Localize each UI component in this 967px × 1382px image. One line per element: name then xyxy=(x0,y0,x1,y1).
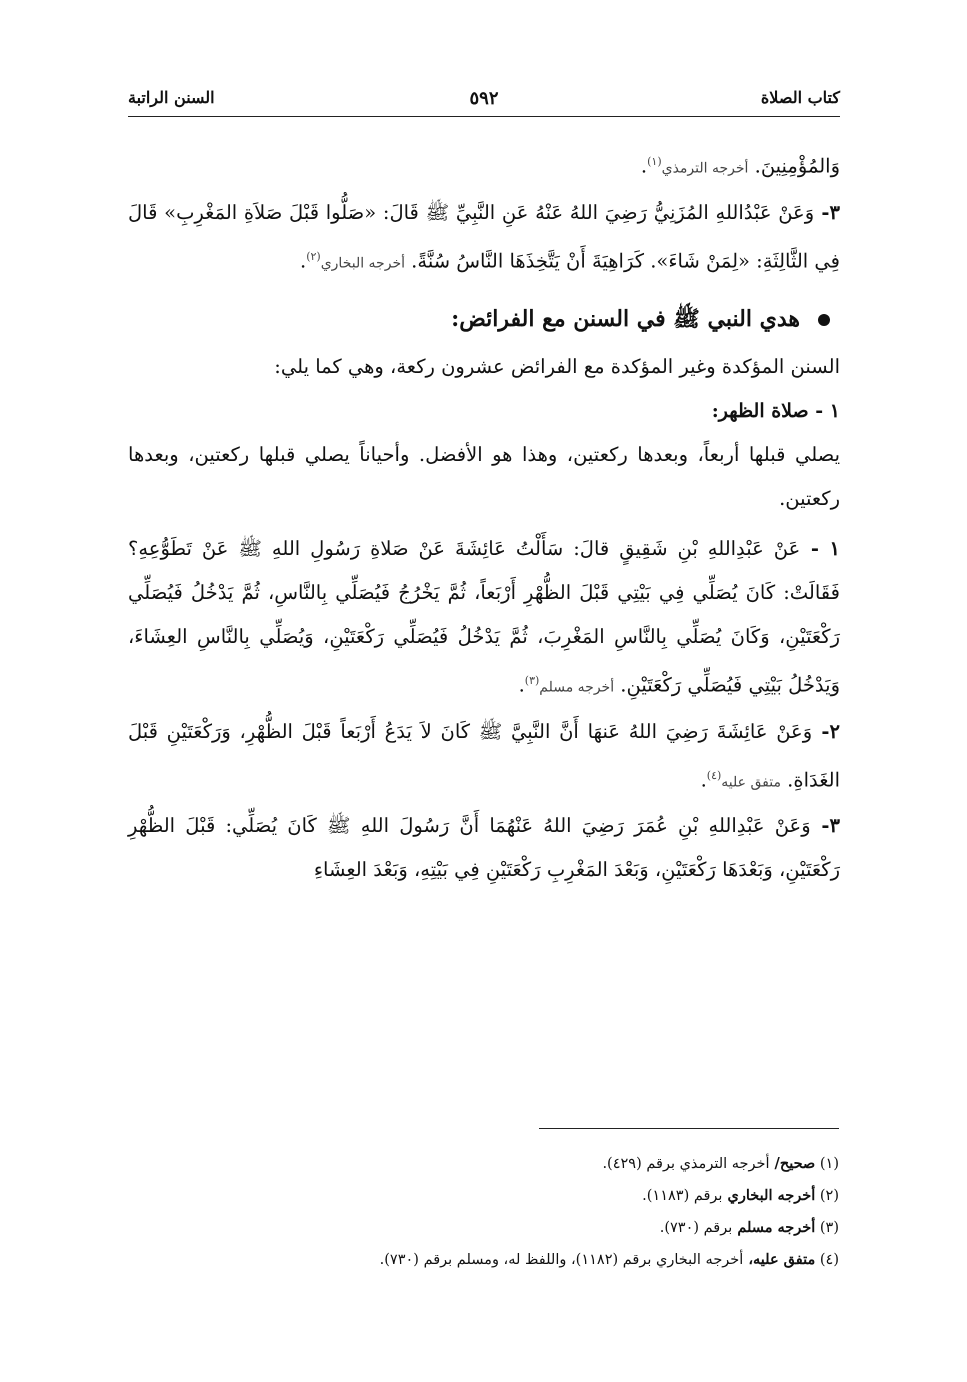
chapter-title: السنن الراتبة xyxy=(128,88,215,107)
page-body xyxy=(128,140,840,892)
item-number: ١ - xyxy=(800,537,841,560)
footnote-item: (٤) متفق عليه، أخرجه البخاري برقم (١١٨٢)، واللفظ له، ومسلم برقم (٧٣٠). xyxy=(379,1251,839,1268)
footnote-ref: (٤) xyxy=(706,768,722,782)
footnote-divider xyxy=(539,1128,839,1129)
footnote-ref: (٢) xyxy=(306,249,321,263)
sub-heading: ١ - صلاة الظهر: xyxy=(711,400,840,422)
page-number: ٥٩٢ xyxy=(469,88,499,109)
book-title: كتاب الصلاة xyxy=(760,88,840,107)
source-note: متفق عليه xyxy=(721,774,781,790)
hadith-a2: ٢- وَعَنْ عَائِشَةَ رَضِيَ اللهُ عَنهَا أَنَّ النَّبِيَّ ﷺ كَانَ لاَ يَدَعُ أَرْبَعاً قَبْلَ الظُّهْرِ، وَرَكْعَتَيْنِ قَبْلَ الغَدَاةِ. متفق عليه$^{(٤)}$. xyxy=(128,719,840,791)
footnote-ref: (١) xyxy=(647,155,662,168)
footnote-ref: (٣) xyxy=(524,674,540,687)
bullet-icon xyxy=(818,314,830,326)
section-heading: هدي النبي ﷺ في السنن مع الفرائض: xyxy=(128,293,840,345)
hadith-3: ٣- وَعَنْ عَبْدُاللهِ المُزَنِيُّ رَضِيَ اللهُ عَنْهُ عَنِ النَّبِيِّ ﷺ قَالَ: «صَلُّوا قَبْلَ صَلاَةِ المَغْرِبِ» قَالَ فِي الثَّالِثَةِ: «لِمَنْ شَاءَ». كَرَاهِيَةَ أَنْ يَتَّخِذَهَا النَّاسُ سُنَّةً. أخرجه البخاري$^{(٢)}$. xyxy=(128,200,840,272)
paragraph-continued: وَالمُؤْمِنِينَ. أخرجه الترمذي$^{(١)}$. xyxy=(640,154,840,178)
dhuhr-paragraph: يصلي قبلها أربعاً، وبعدها ركعتين، وهذا هو الأفضل. وأحياناً يصلي قبلها ركعتين، وبعدها ركعتين. xyxy=(128,443,840,510)
source-note: أخرجه الترمذي xyxy=(661,160,749,177)
source-note: أخرجه البخاري xyxy=(320,255,405,271)
item-number: ٣- xyxy=(814,200,840,224)
footnote-item: (٣) أخرجه مسلم برقم (٧٣٠). xyxy=(659,1219,839,1236)
footnotes xyxy=(127,1148,839,1276)
item-number: ٢- xyxy=(812,719,840,743)
item-number: ٣- xyxy=(810,814,840,837)
hadith-a3: ٣- وَعَنْ عَبْدِاللهِ بْنِ عُمَرَ رَضِيَ اللهُ عَنْهُمَا أَنَّ رَسُولَ اللهِ ﷺ كَانَ يُصَلِّي: قَبْلَ الظُّهْرِ رَكْعَتَيْنِ، وَبَعْدَهَا رَكْعَتَيْنِ، وَبَعْدَ المَغْرِبِ رَكْعَتَيْنِ فِي بَيْتِهِ، وَبَعْدَ العِشَاءِ xyxy=(128,814,840,881)
intro-paragraph: السنن المؤكدة وغير المؤكدة مع الفرائض عشرون ركعة، وهي كما يلي: xyxy=(274,355,840,378)
source-note: أخرجه مسلم xyxy=(539,679,615,696)
running-header xyxy=(128,82,840,117)
footnote-item: (٢) أخرجه البخاري برقم (١١٨٣). xyxy=(642,1187,839,1204)
hadith-a1: ١ - عَنْ عَبْدِاللهِ بْنِ شَقِيقٍ قالَ: سَأَلْتُ عَائِشَةَ عَنْ صَلاةِ رَسُولِ اللهِ ﷺ عَنْ تَطَوُّعِهِ؟ فَقَالَتْ: كَانَ يُصَلِّي فِي بَيْتِي قَبْلَ الظُّهْرِ أَرْبَعاً، ثُمَّ يَخْرُجُ فَيُصَلِّي بِالنَّاسِ، ثُمَّ يَدْخُلُ فَيُصَلِّي رَكْعَتَيْنِ، وَكَانَ يُصَلِّي بِالنَّاسِ المَغْرِبَ، ثُمَّ يَدْخُلُ فَيُصَلِّي رَكْعَتَيْنِ، وَيُصَلِّي بِالنَّاسِ العِشَاءَ، وَيَدْخُلُ بَيْتِي فَيُصَلِّي رَكْعَتَيْنِ. أخرجه مسلم$^{(٣)}$. xyxy=(128,537,841,697)
footnote-item: (١) صحيح/ أخرجه الترمذي برقم (٤٢٩). xyxy=(602,1155,839,1172)
